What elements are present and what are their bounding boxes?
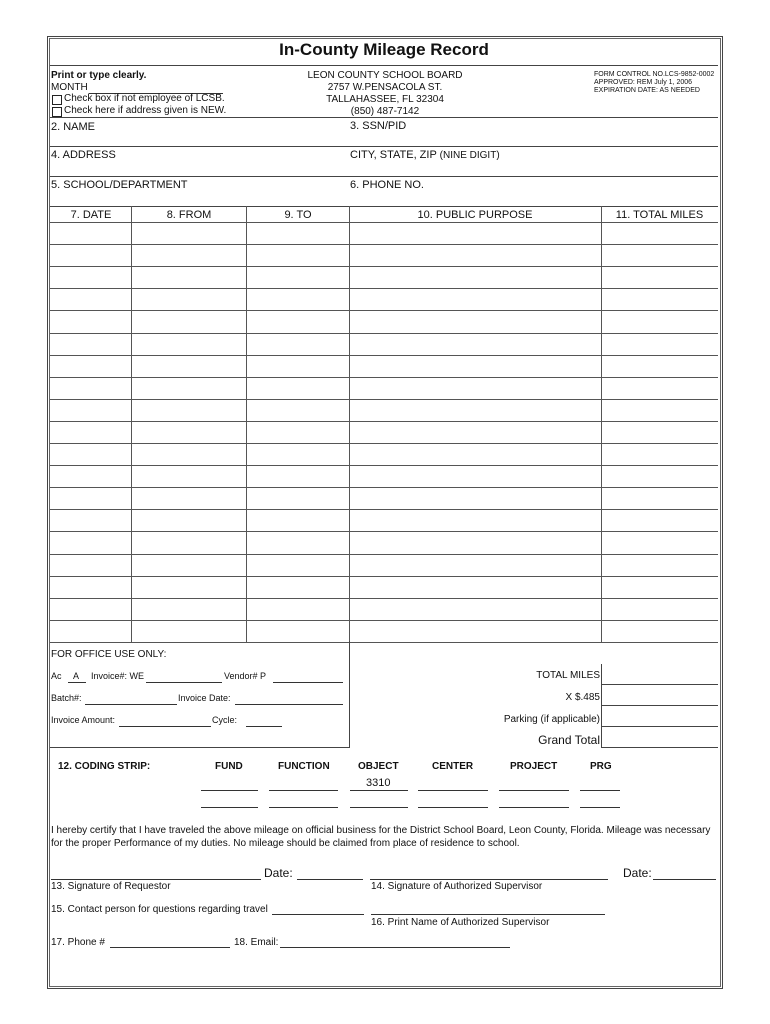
table-row[interactable] — [50, 487, 718, 488]
table-row[interactable] — [50, 244, 718, 245]
org-phone: (850) 487-7142 — [350, 106, 420, 117]
invoice-date-field[interactable] — [235, 704, 343, 705]
table-column-divider — [131, 206, 132, 642]
ac-underline — [68, 682, 86, 683]
table-row[interactable] — [50, 576, 718, 577]
requestor-signature-field[interactable] — [51, 879, 261, 880]
divider-school-top — [50, 176, 718, 177]
table-row[interactable] — [50, 443, 718, 444]
phone-number-label: 17. Phone # — [51, 937, 105, 948]
col-header-miles: 11. TOTAL MILES — [615, 209, 704, 221]
table-row[interactable] — [50, 531, 718, 532]
prg-field-2[interactable] — [580, 807, 620, 808]
office-bottom-line — [50, 747, 349, 748]
contact-person-label: 15. Contact person for questions regarding travel — [51, 904, 268, 915]
project-label: PROJECT — [510, 761, 558, 772]
expiration-note: EXPIRATION DATE: AS NEEDED — [594, 87, 700, 94]
totals-box-left — [601, 664, 602, 748]
object-field-1[interactable] — [350, 790, 408, 791]
month-label: MONTH — [51, 82, 88, 93]
table-row[interactable] — [50, 421, 718, 422]
center-field-1[interactable] — [418, 790, 488, 791]
org-name: LEON COUNTY SCHOOL BOARD — [307, 70, 463, 81]
invoice-number-label: Invoice#: WE — [91, 671, 145, 681]
cycle-label: Cycle: — [212, 715, 238, 725]
center-field-2[interactable] — [418, 807, 488, 808]
table-row[interactable] — [50, 399, 718, 400]
supervisor-name-label: 16. Print Name of Authorized Supervisor — [371, 917, 550, 928]
table-column-divider — [601, 206, 602, 642]
new-address-label: Check here if address given is NEW. — [64, 105, 227, 116]
batch-label: Batch#: — [51, 693, 82, 703]
supervisor-date-field[interactable] — [653, 879, 716, 880]
invoice-amount-field[interactable] — [119, 726, 211, 727]
batch-field[interactable] — [85, 704, 177, 705]
table-row[interactable] — [50, 355, 718, 356]
contact-person-field[interactable] — [272, 914, 364, 915]
project-field-2[interactable] — [499, 807, 569, 808]
requestor-date-field[interactable] — [297, 879, 363, 880]
divider-name-top — [50, 117, 718, 118]
city-state-zip-text: CITY, STATE, ZIP — [350, 149, 437, 161]
supervisor-signature-label: 14. Signature of Authorized Supervisor — [371, 881, 543, 892]
table-column-divider — [349, 206, 350, 642]
table-row[interactable] — [50, 333, 718, 334]
col-header-to: 9. TO — [284, 209, 312, 221]
object-field-2[interactable] — [350, 807, 408, 808]
object-label: OBJECT — [358, 761, 399, 772]
table-row[interactable] — [50, 266, 718, 267]
form-control-number: FORM CONTROL NO.LCS-9852-0002 — [594, 71, 715, 78]
certify-line-1: I hereby certify that I have traveled the above mileage on official business for the District School Board, Leon County, Florida. Mileage was necessary — [51, 825, 711, 836]
requestor-date-label: Date: — [264, 866, 293, 880]
col-header-from: 8. FROM — [166, 209, 212, 221]
nine-digit-note: (NINE DIGIT) — [439, 150, 500, 161]
form-title: In-County Mileage Record — [279, 40, 489, 59]
center-label: CENTER — [432, 761, 474, 772]
divider-table-top — [50, 206, 718, 207]
object-value: 3310 — [366, 777, 391, 789]
not-employee-label: Check box if not employee of LCSB. — [64, 93, 225, 104]
table-row[interactable] — [50, 598, 718, 599]
table-row[interactable] — [50, 377, 718, 378]
table-row[interactable] — [50, 509, 718, 510]
coding-strip-label: 12. CODING STRIP: — [58, 761, 151, 772]
title-divider — [50, 65, 718, 66]
fund-label: FUND — [215, 761, 243, 772]
fund-field-2[interactable] — [201, 807, 258, 808]
invoice-number-field[interactable] — [146, 682, 222, 683]
divider-address-top — [50, 146, 718, 147]
fund-field-1[interactable] — [201, 790, 258, 791]
certify-line-2: for the proper Performance of my duties. No mileage should be claimed from place of residence to school. — [51, 838, 520, 849]
org-street: 2757 W.PENSACOLA ST. — [327, 82, 443, 93]
new-address-checkbox[interactable] — [52, 107, 62, 117]
vendor-label: Vendor# P — [224, 671, 267, 681]
invoice-amount-label: Invoice Amount: — [51, 715, 116, 725]
not-employee-checkbox[interactable] — [52, 95, 62, 105]
office-use-label: FOR OFFICE USE ONLY: — [51, 649, 167, 660]
grand-total-label: Grand Total — [538, 733, 600, 747]
col-header-purpose: 10. PUBLIC PURPOSE — [417, 209, 533, 221]
ac-value: A — [73, 671, 80, 681]
print-note: Print or type clearly. — [51, 70, 147, 81]
vendor-field[interactable] — [273, 682, 343, 683]
rate-field[interactable] — [601, 705, 718, 706]
rate-label: X $.485 — [565, 692, 600, 703]
table-row[interactable] — [50, 310, 718, 311]
invoice-date-label: Invoice Date: — [178, 693, 231, 703]
grand-total-field[interactable] — [601, 747, 718, 748]
table-row[interactable] — [50, 642, 718, 643]
office-divider — [349, 641, 350, 748]
ssn-label: 3. SSN/PID — [350, 120, 407, 132]
name-label: 2. NAME — [51, 121, 96, 133]
phone-number-field[interactable] — [110, 947, 230, 948]
function-label: FUNCTION — [278, 761, 330, 772]
table-row[interactable] — [50, 465, 718, 466]
col-header-date: 7. DATE — [70, 209, 112, 221]
parking-label: Parking (if applicable) — [503, 714, 600, 725]
org-city: TALLAHASSEE, FL 32304 — [326, 94, 444, 105]
total-miles-field[interactable] — [601, 684, 718, 685]
table-header-bottom — [50, 222, 718, 223]
function-field-1[interactable] — [269, 790, 338, 791]
email-label: 18. Email: — [234, 937, 279, 948]
table-row[interactable] — [50, 554, 718, 555]
school-label: 5. SCHOOL/DEPARTMENT — [51, 179, 188, 191]
project-field-1[interactable] — [499, 790, 569, 791]
city-state-zip-label — [350, 149, 500, 161]
supervisor-date-label: Date: — [623, 866, 652, 880]
table-column-divider — [246, 206, 247, 642]
approved-note: APPROVED: REM July 1, 2006 — [594, 79, 693, 86]
table-row[interactable] — [50, 620, 718, 621]
prg-field-1[interactable] — [580, 790, 620, 791]
prg-label: PRG — [590, 761, 612, 772]
supervisor-signature-field[interactable] — [370, 879, 608, 880]
total-miles-label: TOTAL MILES — [536, 670, 600, 681]
phone-label: 6. PHONE NO. — [350, 179, 424, 191]
supervisor-name-field[interactable] — [371, 914, 605, 915]
function-field-2[interactable] — [269, 807, 338, 808]
email-field[interactable] — [280, 947, 510, 948]
ac-label: Ac — [51, 671, 62, 681]
parking-field[interactable] — [601, 726, 718, 727]
address-label: 4. ADDRESS — [51, 149, 116, 161]
table-row[interactable] — [50, 288, 718, 289]
requestor-signature-label: 13. Signature of Requestor — [51, 881, 171, 892]
cycle-field[interactable] — [246, 726, 282, 727]
